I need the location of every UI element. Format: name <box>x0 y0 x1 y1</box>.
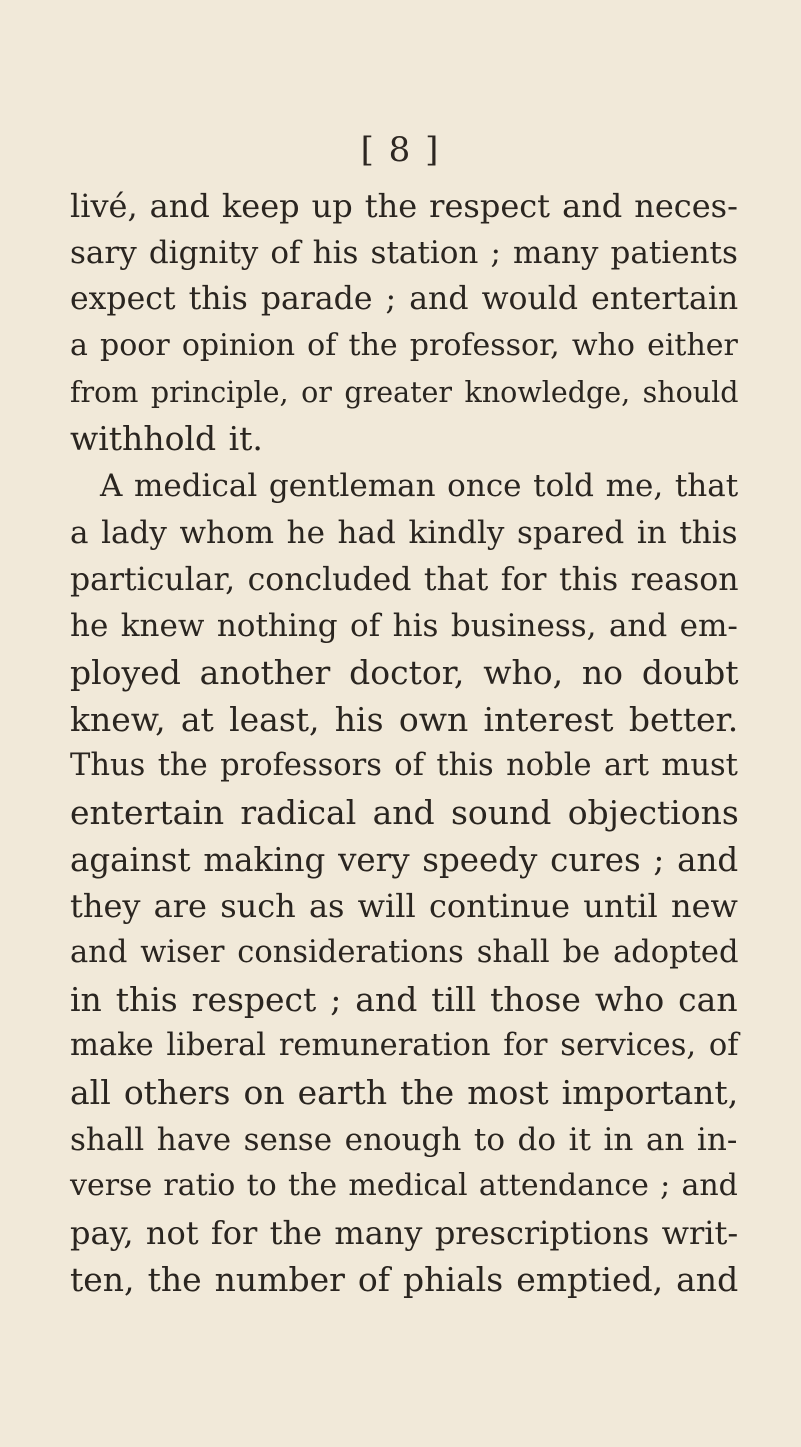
text-line: entertain radical and sound objections <box>70 792 739 832</box>
paragraph-start-line: A medical gentleman once told me, that <box>100 468 739 505</box>
text-line: a poor opinion of the professor, who either <box>70 328 738 364</box>
text-line: Thus the professors of this noble art must <box>70 748 738 784</box>
text-line: all others on earth the most important, <box>70 1073 739 1113</box>
text-line: a lady whom he had kindly spared in this <box>70 514 738 551</box>
text-line: from principle, or greater knowledge, should <box>70 375 739 409</box>
text-line: ployed another doctor, who, no doubt <box>70 652 739 692</box>
text-line: they are such as will continue until new <box>70 887 738 926</box>
text-line: pay, not for the many prescriptions writ- <box>70 1214 739 1253</box>
text-line: knew, at least, his own interest better. <box>70 699 739 739</box>
text-line: verse ratio to the medical attendance ; and <box>70 1168 738 1204</box>
text-line: particular, concluded that for this reason <box>70 561 739 598</box>
text-line: against making very speedy cures ; and <box>70 840 739 879</box>
text-line: sary dignity of his station ; many patients <box>70 234 738 271</box>
paragraph-end-line: withhold it. <box>70 419 263 459</box>
text-line: he knew nothing of his business, and em- <box>70 608 738 645</box>
text-line: ten, the number of phials emptied, and <box>70 1259 739 1299</box>
body-text <box>70 183 740 1304</box>
text-line: in this respect ; and till those who can <box>70 979 738 1019</box>
text-line: and wiser considerations shall be adopted <box>70 935 739 970</box>
text-line: livé, and keep up the respect and neces- <box>70 187 738 225</box>
text-line: shall have sense enough to do it in an in- <box>70 1121 738 1158</box>
text-line: expect this parade ; and would entertain <box>70 281 739 318</box>
text-line: make liberal remuneration for services, of <box>70 1028 739 1064</box>
page-number-header: [ 8 ] <box>360 130 441 170</box>
